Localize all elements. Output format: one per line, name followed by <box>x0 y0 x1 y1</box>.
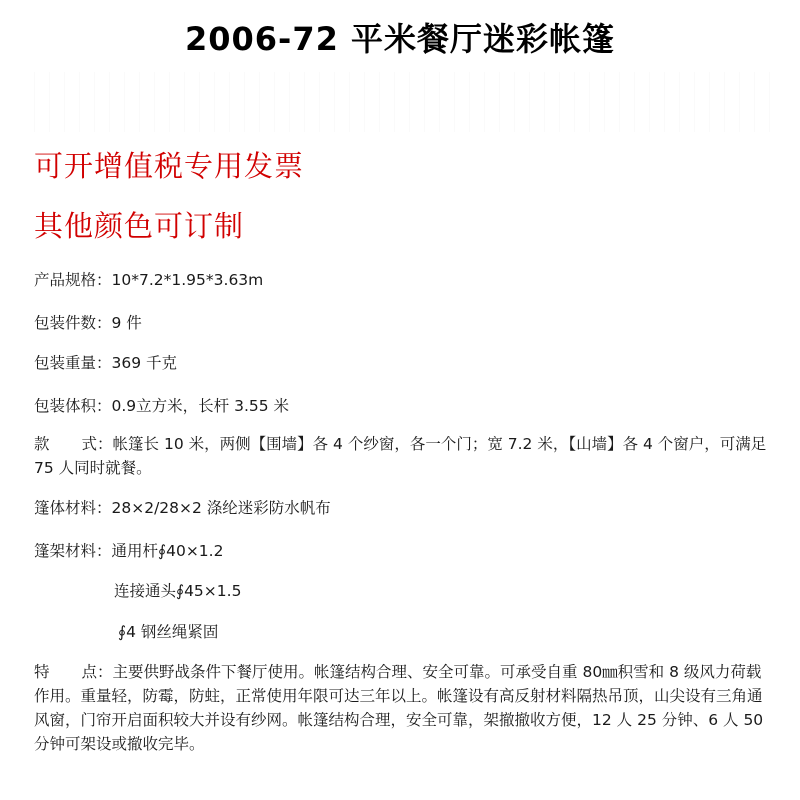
rope-spec: ∮4 钢丝绳紧固 <box>118 623 219 641</box>
spec-volume-value: 0.9立方米，长杆 3.55 米 <box>111 397 290 415</box>
spec-pieces-label: 包装件数： <box>34 314 112 332</box>
style-label-b: 式： <box>81 435 113 453</box>
body-material-row <box>34 498 331 518</box>
spec-weight-label: 包装重量： <box>34 354 112 372</box>
features-paragraph <box>34 660 774 756</box>
spec-size-value: 10*7.2*1.95*3.63m <box>111 271 264 289</box>
spec-size-label: 产品规格： <box>34 271 112 289</box>
spec-weight-value: 369 千克 <box>111 354 178 372</box>
connector-spec: 连接通头∮45×1.5 <box>114 582 242 600</box>
style-label-a: 款 <box>34 435 50 453</box>
invoice-notice: 可开增值税专用发票 <box>34 149 305 183</box>
faded-background-text <box>20 72 780 132</box>
frame-material-label: 篷架材料： <box>34 542 112 560</box>
spec-pieces-row <box>34 313 142 333</box>
spec-size-row <box>34 270 263 290</box>
spec-pieces-value: 9 件 <box>111 314 142 332</box>
frame-material-value: 通用杆∮40×1.2 <box>111 542 224 560</box>
custom-color-notice: 其他颜色可订制 <box>34 209 245 243</box>
page-title: 2006-72 平米餐厅迷彩帐篷 <box>184 20 616 58</box>
spec-weight-row <box>34 353 177 373</box>
spec-volume-row <box>34 396 289 416</box>
spec-volume-label: 包装体积： <box>34 397 112 415</box>
features-label-b: 点： <box>81 663 113 681</box>
style-text: 帐篷长 10 米，两侧【围墙】各 4 个纱窗，各一个门；宽 7.2 米，【山墙】各 4 个窗户，可满足 75 人同时就餐。 <box>34 435 767 477</box>
body-material-value: 28×2/28×2 涤纶迷彩防水帆布 <box>111 499 331 517</box>
body-material-label: 篷体材料： <box>34 499 112 517</box>
features-text: 主要供野战条件下餐厅使用。帐篷结构合理、安全可靠。可承受自重 80㎜积雪和 8 级风力荷载作用。重量轻，防霉，防蛀，正常使用年限可达三年以上。帐篷设有高反射材料隔热吊顶，山尖设有三角通风窗，门帘开启面积较大并设有纱网。帐篷结构合理，安全可靠，架撤撤收方便，12 人 25 分钟、6 人 50 分钟可架设或撤收完毕。 <box>34 663 764 753</box>
frame-material-display <box>34 541 223 561</box>
features-label-a: 特 <box>34 663 50 681</box>
style-paragraph <box>34 432 774 480</box>
